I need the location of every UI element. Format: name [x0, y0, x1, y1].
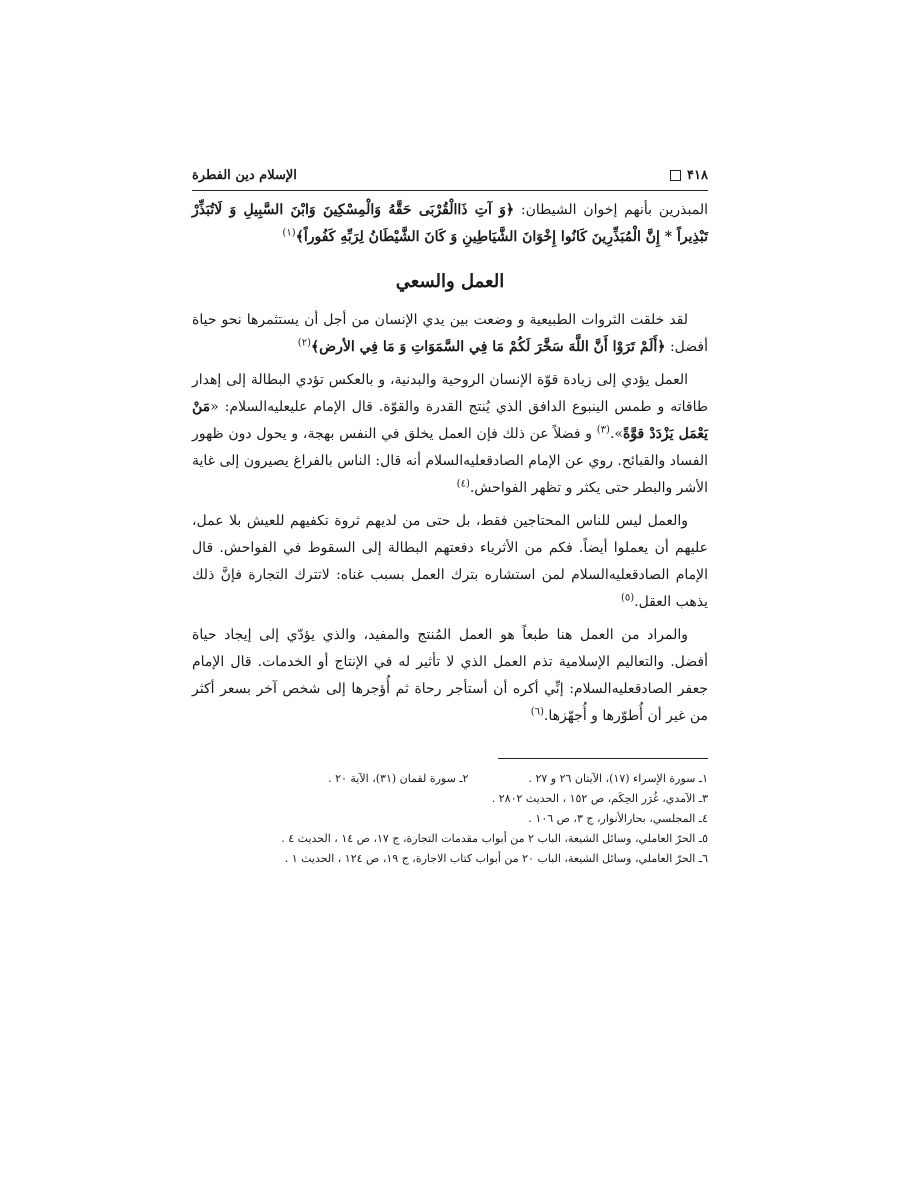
paragraph-text: والمراد من العمل هنا طبعاً هو العمل المُنتج والمفيد، والذي يؤدّي إلى إيجاد حياة أفضل. والتعاليم الإسلامية تذم العمل الذي لا تأثير له في الإنتاج أو الخدمات. قال الإمام جعفر الصادقعليه‌السلام: إنِّي أكره أن أستأجر رحاة ثم أُؤجرها إلى شخص آخر بسعر أكثر من غير أن أُطوّرها و أُجهّزها.: [192, 627, 708, 724]
intro-text: المبذرين بأنهم إخوان الشيطان:: [514, 202, 708, 218]
footnotes: [192, 769, 708, 869]
intro-paragraph: [192, 197, 708, 251]
square-box-icon: [670, 170, 681, 181]
book-title: الإسلام دين الفطرة: [192, 167, 297, 183]
footnote-divider: [498, 758, 708, 759]
hadith-quote: مَنْ يَعْمَل يَزْدَدْ قوَّةً: [192, 399, 708, 442]
footnote-3: ٣ـ الآمدي، غُرَر الحِكَم، ص ١٥٢ ، الحديث ٢٨٠٢ .: [491, 792, 708, 805]
quran-verse: ﴿وَ آتِ ذَاالْقُرْبَى حَقَّهُ وَالْمِسْكِينَ وَابْنَ السَّبِيلِ وَ لَاتُبَذِّرْ تَبْذِيراً * إِنَّ الْمُبَذِّرِينَ كَانُوا إِخْوَانَ الشَّيَاطِينِ وَ كَانَ الشَّيْطَانُ لِرَبِّهِ كَفُوراً﴾: [192, 202, 708, 245]
footnote-ref: (٣): [596, 424, 610, 436]
footnote-ref: (٦): [530, 706, 544, 718]
paragraph-text: العمل يؤدي إلى زيادة قوّة الإنسان الروحية والبدنية، و بالعكس تؤدي البطالة إلى إهدار طاقاته و طمس الينبوع الدافق الذي يُنتج القدرة والقوّة. قال الإمام عليعليه‌السلام: «: [192, 372, 708, 415]
quran-verse: ﴿أَلَمْ تَرَوْا أَنَّ اللَّهَ سَخَّرَ لَكُمْ مَا فِي السَّمَوَاتِ وَ مَا فِي الأرض﴾: [310, 339, 666, 355]
paragraph-4: [192, 622, 708, 730]
footnote-5: ٥ـ الحرّ العاملي، وسائل الشيعة، الباب ٢ من أبواب مقدمات التجارة، ج ١٧، ص ١٤ ، الحديث ٤ .: [281, 832, 708, 845]
section-heading: العمل والسعي: [395, 271, 505, 292]
footnote-2: ٢ـ سورة لقمان (٣١)، الآية ٢٠ .: [328, 772, 469, 785]
footnote-ref: (٤): [456, 478, 470, 490]
page-number: ۴۱۸: [687, 167, 708, 183]
footnote-6: ٦ـ الحرّ العاملي، وسائل الشيعة، الباب ٢٠ من أبواب كتاب الاجارة، ج ١٩، ص ١٢٤ ، الحديث ١ .: [284, 852, 708, 865]
running-header: [192, 160, 708, 191]
paragraph-text: لقد خلقت الثروات الطبيعية و وضعت بين يدي الإنسان من أجل أن يستثمرها نحو حياة أفضل:: [192, 312, 708, 355]
footnote-1: ١ـ سورة الإسراء (١٧)، الآيتان ٢٦ و ٢٧ .: [528, 772, 708, 785]
paragraph-1: [192, 307, 708, 361]
paragraph-text: و فضلاً عن ذلك فإن العمل يخلق في النفس بهجة، و يحول دون ظهور الفساد والقبائح. روي عن الإمام الصادقعليه‌السلام أنه قال: الناس بالفراغ يصيرون إلى غاية الأشر والبطر حتى يكثر و تظهر الفواحش.: [192, 426, 708, 496]
footnote-ref: (٢): [297, 337, 311, 349]
footnote-ref: (١): [282, 227, 296, 239]
page-number-group: [670, 168, 708, 183]
book-page: [192, 160, 708, 869]
footnote-ref: (٥): [620, 592, 635, 604]
paragraph-text: والعمل ليس للناس المحتاجين فقط، بل حتى من لديهم ثروة تكفيهم للعيش بلا عمل، عليهم أن يعملوا أيضاً. فكم من الأثرياء دفعتهم البطالة إلى السقوط في الفواحش. قال الإمام الصادقعليه‌السلام لمن استشاره بترك العمل بسبب غناه: لاتترك التجارة فإنَّ ذلك يذهب العقل.: [192, 513, 708, 610]
footnote-4: ٤ـ المجلسي، بحارالأنوار، ج ٣، ص ١٠٦ .: [528, 812, 708, 825]
paragraph-3: [192, 508, 708, 616]
paragraph-text: ».: [609, 426, 623, 442]
paragraph-2: [192, 367, 708, 502]
footnote-row: [192, 769, 708, 789]
